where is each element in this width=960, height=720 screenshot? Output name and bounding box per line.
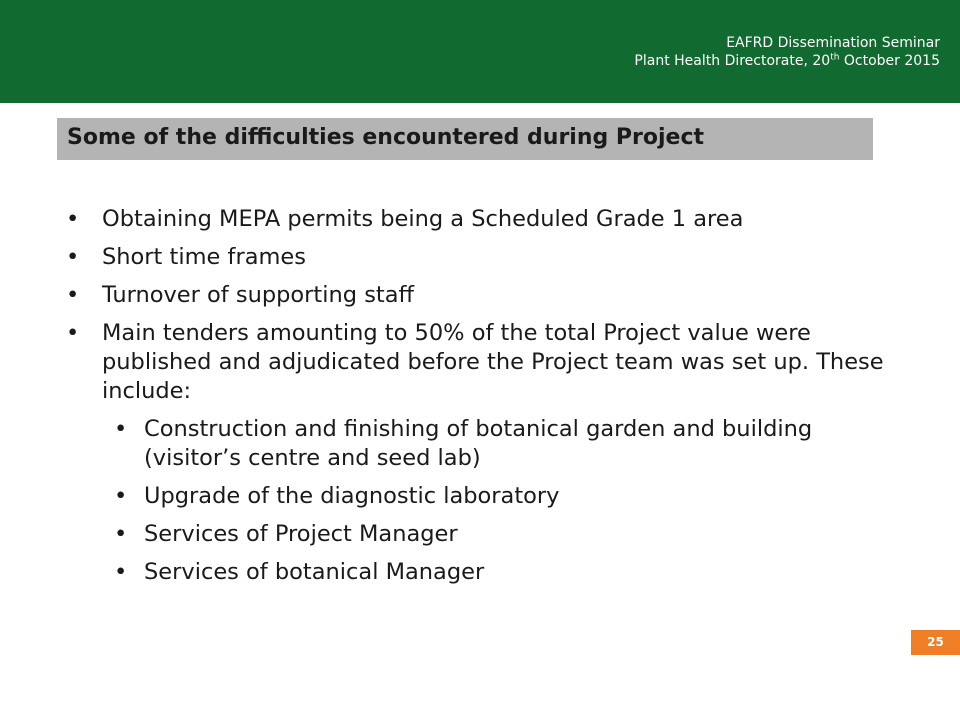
header-line-2-suffix: October 2015 [839, 53, 940, 69]
sub-bullet-item [114, 482, 886, 511]
sub-bullet-list [114, 415, 886, 587]
bullet-item [66, 281, 886, 310]
bullet-icon: • [66, 206, 80, 232]
slide-title: Some of the difficulties encountered during Project [67, 125, 705, 150]
header-line-2 [634, 52, 940, 70]
header-text [634, 34, 940, 70]
bullet-list [66, 205, 886, 406]
title-bar [57, 118, 873, 160]
header-line-2-sup: th [830, 52, 840, 63]
bullet-text: Obtaining MEPA permits being a Scheduled Grade 1 area [102, 206, 744, 232]
page-number-badge: 25 [911, 630, 960, 655]
bullet-icon: • [114, 521, 128, 547]
sub-bullet-text: Upgrade of the diagnostic laboratory [144, 483, 560, 509]
bullet-icon: • [114, 559, 128, 585]
header-line-1: EAFRD Dissemination Seminar [726, 35, 940, 51]
sub-bullet-text: Services of Project Manager [144, 521, 458, 547]
header-line-2-prefix: Plant Health Directorate, 20 [634, 53, 831, 69]
bullet-item [66, 243, 886, 272]
bullet-icon: • [114, 416, 128, 442]
bullet-icon: • [66, 320, 80, 346]
bullet-item [66, 205, 886, 234]
sub-bullet-item [114, 415, 886, 473]
bullet-icon: • [66, 282, 80, 308]
bullet-icon: • [114, 483, 128, 509]
header-band [0, 0, 960, 103]
sub-bullet-item [114, 520, 886, 549]
slide-content [66, 205, 886, 596]
bullet-text: Short time frames [102, 244, 306, 270]
sub-bullet-text: Services of botanical Manager [144, 559, 485, 585]
bullet-text: Main tenders amounting to 50% of the total Project value were published and adjudicated before the Project team was set up. These include: [102, 320, 884, 404]
bullet-item [66, 319, 886, 406]
bullet-text: Turnover of supporting staff [102, 282, 415, 308]
sub-bullet-text: Construction and finishing of botanical garden and building (visitor’s centre and seed lab) [144, 416, 813, 471]
sub-bullet-item [114, 558, 886, 587]
bullet-icon: • [66, 244, 80, 270]
